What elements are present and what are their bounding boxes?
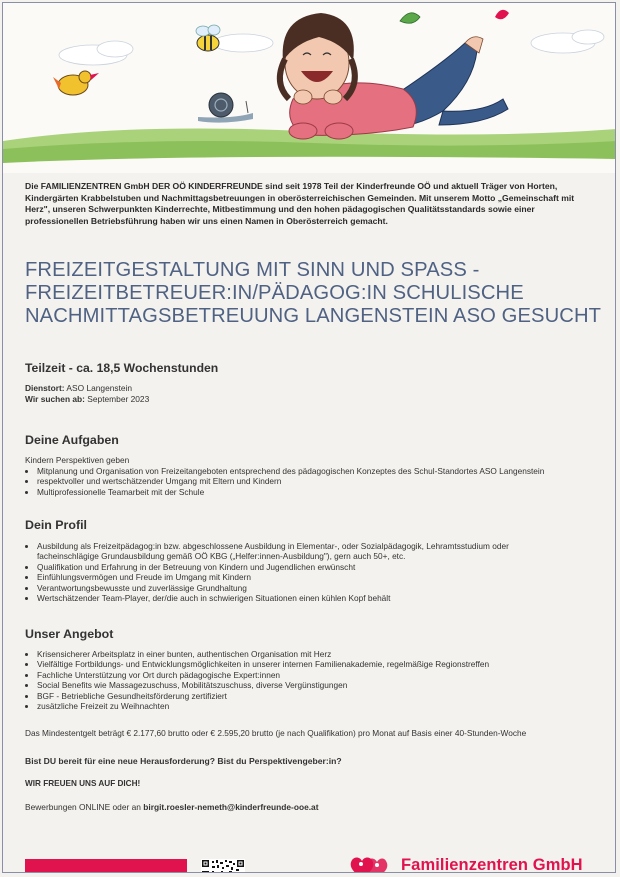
profil-heading: Dein Profil — [25, 518, 87, 532]
list-item: • Verantwortungsbewusste und zuverlässige Grundhaltung — [37, 583, 557, 593]
hero-illustration — [3, 3, 616, 173]
job-posting-page — [2, 2, 616, 873]
start-value: September 2023 — [84, 393, 150, 404]
aufgaben-lead: Kindern Perspektiven geben — [25, 455, 130, 465]
intro-paragraph — [25, 181, 585, 227]
list-item: • Multiprofessionelle Teamarbeit mit der Schule — [37, 487, 597, 497]
list-item: • Qualifikation und Erfahrung in der Betreuung von Kindern und Jugendlichen erwünscht — [37, 562, 557, 572]
list-item: • Ausbildung als Freizeitpädagog:in bzw. abgeschlossene Ausbildung in Elementar-, oder Sozialpädagogik, Lehramtsstudium oder facheinschlägige Grundausbildung gemäß OÖ KBG („Helfer:innen-Ausbildung"), gern auch 50+, etc. — [37, 541, 557, 562]
list-item: • Social Benefits wie Massagezuschuss, Mobilitätszuschuss, diverse Vergünstigungen — [37, 680, 597, 690]
location-line — [25, 383, 149, 394]
list-item: • Mitplanung und Organisation von Freizeitangeboten entsprechend des pädagogischen Konzeptes des Schul-Standortes ASO Langenstein — [37, 466, 597, 476]
qr-code-icon[interactable] — [201, 859, 245, 873]
intro-text: sind seit 1978 Teil der Kinderfreunde OÖ und aktuell Träger von Horten, Kindergärten Krabbelstuben und Nachmittagsbetreuungen in oberösterreichischen Gemeinden. Mit unserem Motto „Gemeinschaft mit Herz", unseren Schwerpunkten Kinderrechte, Mitbestimmung und den hohen pädagogischen Qualitätsstandards sowie einer professionellen Betriebsführung haben wir uns einen Namen in Oberösterreich gemacht. — [25, 181, 575, 226]
job-subtitle: Teilzeit - ca. 18,5 Wochenstunden — [25, 361, 219, 375]
job-meta — [25, 383, 149, 404]
apply-line — [25, 802, 319, 812]
list-item: • Krisensicherer Arbeitsplatz in einer bunten, authentischen Organisation mit Herz — [37, 649, 597, 659]
bee-icon — [196, 25, 220, 51]
start-line — [25, 394, 149, 405]
list-item: • zusätzliche Freizeit zu Weihnachten — [37, 701, 597, 711]
closing-welcome: WIR FREUEN UNS AUF DICH! — [25, 779, 141, 788]
snail-icon — [198, 93, 253, 123]
heart-logo-icon — [349, 855, 389, 873]
salary-text: Das Mindestentgelt beträgt € 2.177,60 brutto oder € 2.595,20 brutto (je nach Qualifikation) pro Monat auf Basis einer 40-Stunden-Woche — [25, 728, 527, 738]
closing-question: Bist DU bereit für eine neue Herausforderung? Bist du Perspektivengeber:in? — [25, 756, 342, 766]
location-value: ASO Langenstein — [64, 383, 133, 393]
list-item: • Fachliche Unterstützung vor Ort durch pädagogische Expert:innen — [37, 670, 597, 680]
list-item: • respektvoller und wertschätzender Umgang mit Eltern und Kindern — [37, 476, 597, 486]
list-item: • Wertschätzender Team-Player, der/die auch in schwierigen Situationen einen kühlen Kopf behält — [37, 593, 557, 603]
profil-list — [25, 541, 557, 603]
aufgaben-list — [25, 466, 597, 497]
bird-icon — [53, 71, 99, 95]
footer-logo-text: Familienzentren GmbH — [401, 856, 583, 873]
list-item: • Vielfältige Fortbildungs- und Entwicklungsmöglichkeiten in unserer internen Familienakademie, regelmäßige Regionstreffen — [37, 659, 597, 669]
aufgaben-heading: Deine Aufgaben — [25, 433, 119, 447]
list-item: • Einfühlungsvermögen und Freude im Umgang mit Kindern — [37, 572, 557, 582]
apply-prefix: Bewerbungen ONLINE oder an — [25, 802, 144, 812]
footer-accent-bar — [25, 859, 187, 873]
list-item: • BGF - Betriebliche Gesundheitsförderung zertifiziert — [37, 691, 597, 701]
girl-lying-on-grass-illustration — [3, 3, 616, 173]
location-label: Dienstort: — [25, 383, 65, 393]
job-title: FREIZEITGESTALTUNG MIT SINN UND SPASS - FREIZEITBETREUER:IN/PÄDAGOG:IN SCHULISCHE NACHMITTAGSBETREUUNG LANGENSTEIN ASO GESUCHT — [25, 259, 602, 327]
leaf-icon — [400, 10, 509, 23]
start-label: Wir suchen ab: — [25, 393, 85, 404]
apply-email-link[interactable]: birgit.roesler-nemeth@kinderfreunde-ooe.at — [143, 802, 319, 812]
angebot-heading: Unser Angebot — [25, 627, 114, 641]
intro-org-name: Die FAMILIENZENTREN GmbH DER OÖ KINDERFREUNDE — [25, 181, 263, 191]
angebot-list — [25, 649, 597, 711]
